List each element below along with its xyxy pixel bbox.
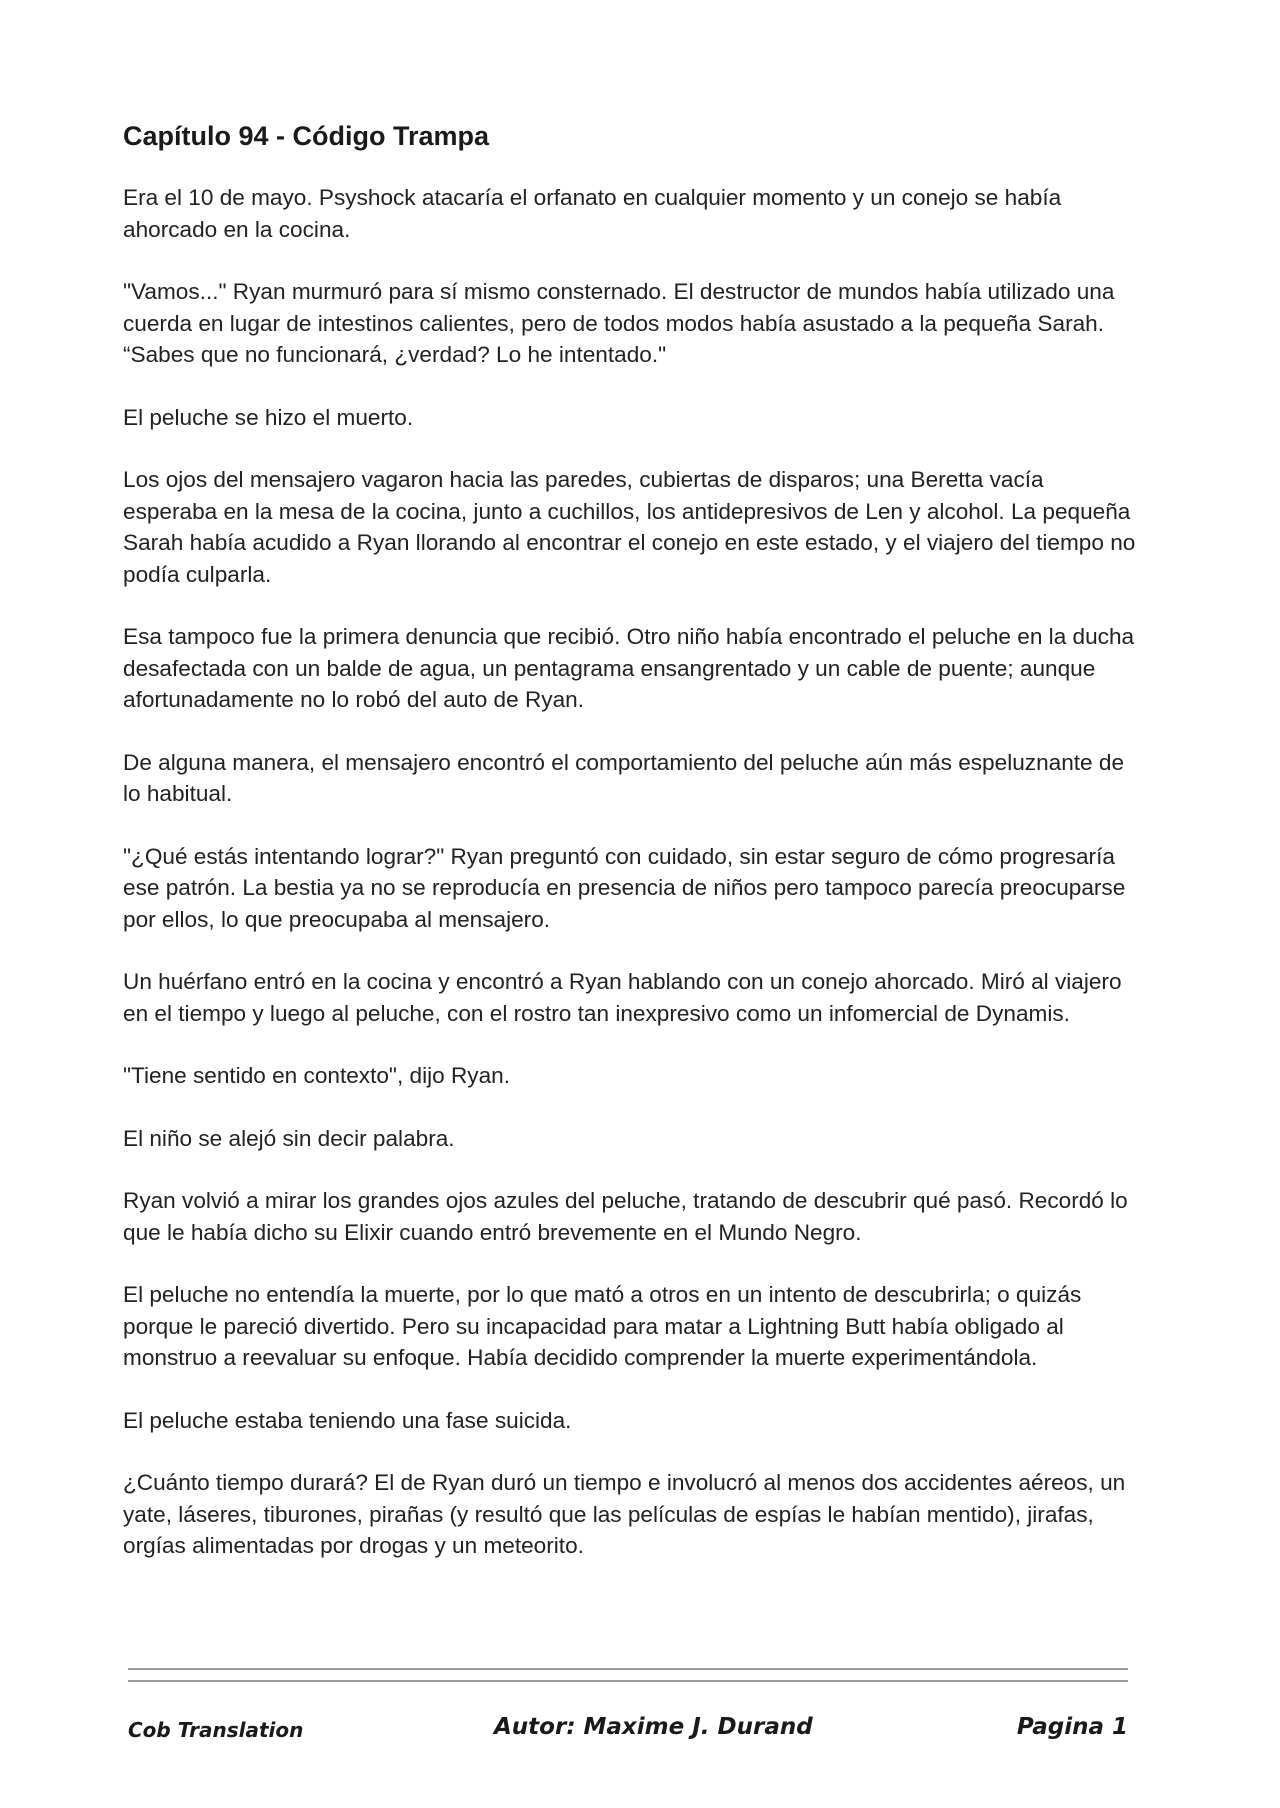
paragraph: Era el 10 de mayo. Psyshock atacaría el orfanato en cualquier momento y un conejo se había ahorcado en la cocina. — [123, 185, 1062, 242]
paragraph: "Tiene sentido en contexto", dijo Ryan. — [123, 1063, 510, 1089]
paragraph: Esa tampoco fue la primera denuncia que recibió. Otro niño había encontrado el peluche en la ducha desafectada con un balde de agua, un pentagrama ensangrentado y un cable de puente; aunque afortunadamente no lo robó del auto de Ryan. — [123, 624, 1135, 713]
paragraph: ¿Cuánto tiempo durará? El de Ryan duró un tiempo e involucró al menos dos accidentes aéreos, un yate, láseres, tiburones, pirañas (y resultó que las películas de espías le habían mentido), jirafas, orgías alimentadas por drogas y un meteorito. — [123, 1470, 1126, 1559]
paragraph: Un huérfano entró en la cocina y encontró a Ryan hablando con un conejo ahorcado. Miró al viajero en el tiempo y luego al peluche, con el rostro tan inexpresivo como un infomercial de Dynamis. — [123, 969, 1122, 1026]
paragraph: El peluche se hizo el muerto. — [123, 404, 414, 430]
page-footer — [128, 1714, 1128, 1754]
paragraph: Ryan volvió a mirar los grandes ojos azules del peluche, tratando de descubrir qué pasó. Recordó lo que le había dicho su Elixir cuando entró brevemente en el Mundo Negro. — [123, 1188, 1128, 1245]
footer-rule-bottom — [128, 1680, 1128, 1682]
paragraph: El peluche estaba teniendo una fase suicida. — [123, 1407, 572, 1433]
document-body — [123, 120, 1143, 1593]
chapter-title: Capítulo 94 - Código Trampa — [123, 121, 490, 151]
footer-page-number: Pagina 1 — [1016, 1714, 1128, 1740]
paragraph: "¿Qué estás intentando lograr?" Ryan preguntó con cuidado, sin estar seguro de cómo progresaría ese patrón. La bestia ya no se reproducía en presencia de niños pero tampoco parecía preocuparse por ellos, lo que preocupaba al mensajero. — [123, 843, 1126, 932]
footer-divider — [128, 1668, 1128, 1692]
footer-translator: Cob Translation — [128, 1718, 304, 1742]
paragraph: Los ojos del mensajero vagaron hacia las paredes, cubiertas de disparos; una Beretta vacía esperaba en la mesa de la cocina, junto a cuchillos, los antidepresivos de Len y alcohol. La pequeña Sarah había acudido a Ryan llorando al encontrar el conejo en este estado, y el viajero del tiempo no podía culparla. — [123, 467, 1136, 587]
footer-author: Autor: Maxime J. Durand — [494, 1714, 813, 1740]
paragraph: El niño se alejó sin decir palabra. — [123, 1125, 455, 1151]
paragraph: El peluche no entendía la muerte, por lo que mató a otros en un intento de descubrirla; o quizás porque le pareció divertido. Pero su incapacidad para matar a Lightning Butt había obligado al monstruo a reevaluar su enfoque. Había decidido comprender la muerte experimentándola. — [123, 1282, 1082, 1371]
paragraph: "Vamos..." Ryan murmuró para sí mismo consternado. El destructor de mundos había utilizado una cuerda en lugar de intestinos calientes, pero de todos modos había asustado a la pequeña Sarah. “Sabes que no funcionará, ¿verdad? Lo he intentado." — [123, 279, 1115, 368]
paragraph: De alguna manera, el mensajero encontró el comportamiento del peluche aún más espeluznante de lo habitual. — [123, 749, 1125, 807]
footer-rule-top — [128, 1668, 1128, 1670]
